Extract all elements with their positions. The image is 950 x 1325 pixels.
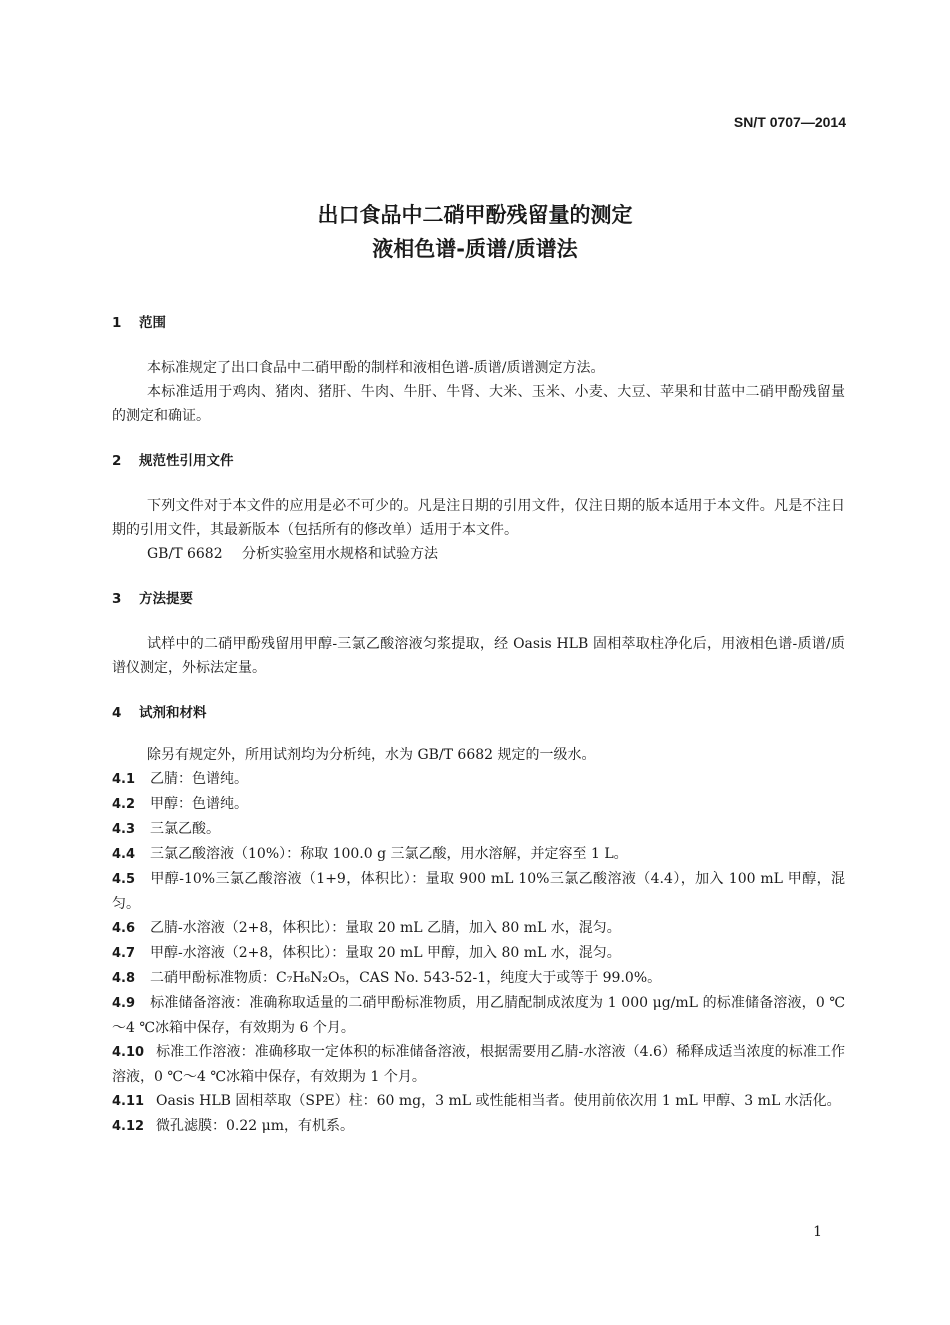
item-text: Oasis HLB 固相萃取（SPE）柱：60 mg，3 mL 或性能相当者。使用前依次用 1 mL 甲醇、3 mL 水活化。 xyxy=(156,1093,841,1109)
section-number: 1 xyxy=(112,315,122,331)
item-text: 标准工作溶液：准确移取一定体积的标准储备溶液，根据需要用乙腈-水溶液（4.6）稀释成适当浓度的标准工作溶液，0 ℃～4 ℃冰箱中保存，有效期为 1 个月。 xyxy=(112,1044,845,1085)
section-title: 试剂和材料 xyxy=(139,705,207,721)
document-title xyxy=(0,198,950,266)
paragraph: 本标准规定了出口食品中二硝甲酚的制样和液相色谱-质谱/质谱测定方法。 xyxy=(147,360,605,376)
title-line-1: 出口食品中二硝甲酚残留量的测定 xyxy=(317,203,633,227)
item-text: 甲醇：色谱纯。 xyxy=(150,796,248,812)
item-number: 4.4 xyxy=(112,847,136,862)
section-number: 2 xyxy=(112,453,122,469)
list-item xyxy=(112,941,845,966)
section-title: 范围 xyxy=(139,315,166,331)
paragraph: 试样中的二硝甲酚残留用甲醇-三氯乙酸溶液匀浆提取，经 Oasis HLB 固相萃取柱净化后，用液相色谱-质谱/质谱仪测定，外标法定量。 xyxy=(112,636,845,676)
section-title: 方法提要 xyxy=(139,591,193,607)
list-item xyxy=(112,1089,845,1114)
reference-entry xyxy=(112,542,845,566)
item-number: 4.12 xyxy=(112,1119,145,1134)
item-number: 4.8 xyxy=(112,971,136,986)
section-heading-reagents xyxy=(112,701,845,725)
item-number: 4.10 xyxy=(112,1045,145,1060)
reference-code: GB/T 6682 xyxy=(147,546,223,562)
item-text: 三氯乙酸溶液（10%）：称取 100.0 g 三氯乙酸，用水溶解，并定容至 1 L。 xyxy=(150,846,628,862)
paragraph: 下列文件对于本文件的应用是必不可少的。凡是注日期的引用文件，仅注日期的版本适用于本文件。凡是不注日期的引用文件，其最新版本（包括所有的修改单）适用于本文件。 xyxy=(112,498,845,538)
section-number: 3 xyxy=(112,591,122,607)
list-item xyxy=(112,1040,845,1089)
list-item xyxy=(112,916,845,941)
item-number: 4.1 xyxy=(112,772,136,787)
section-heading-normative-references xyxy=(112,449,845,473)
item-text: 三氯乙酸。 xyxy=(150,821,220,837)
item-number: 4.6 xyxy=(112,921,136,936)
item-text: 二硝甲酚标准物质：C₇H₆N₂O₅，CAS No. 543-52-1，纯度大于或等于 99.0%。 xyxy=(150,970,662,986)
item-text: 乙腈-水溶液（2+8，体积比）：量取 20 mL 乙腈，加入 80 mL 水，混匀。 xyxy=(150,920,621,936)
item-text: 标准储备溶液：准确称取适量的二硝甲酚标准物质，用乙腈配制成浓度为 1 000 μg/mL 的标准储备溶液，0 ℃～4 ℃冰箱中保存，有效期为 6 个月。 xyxy=(112,995,845,1036)
list-item xyxy=(112,991,845,1040)
list-item xyxy=(112,1114,845,1139)
list-item xyxy=(112,966,845,991)
section-heading-scope xyxy=(112,311,845,335)
standard-number: SN/T 0707—2014 xyxy=(733,114,846,130)
item-text: 甲醇-10%三氯乙酸溶液（1+9，体积比）：量取 900 mL 10%三氯乙酸溶液（4.4），加入 100 mL 甲醇，混匀。 xyxy=(112,871,845,912)
section-number: 4 xyxy=(112,705,122,721)
list-item xyxy=(112,867,845,916)
list-item xyxy=(112,767,845,792)
item-number: 4.11 xyxy=(112,1094,145,1109)
paragraph: 本标准适用于鸡肉、猪肉、猪肝、牛肉、牛肝、牛肾、大米、玉米、小麦、大豆、苹果和甘蓝中二硝甲酚残留量的测定和确证。 xyxy=(112,384,845,424)
item-number: 4.9 xyxy=(112,996,136,1011)
title-line-2: 液相色谱-质谱/质谱法 xyxy=(372,237,578,261)
item-number: 4.3 xyxy=(112,822,136,837)
item-text: 微孔滤膜：0.22 μm，有机系。 xyxy=(156,1118,354,1134)
item-number: 4.2 xyxy=(112,797,136,812)
item-text: 甲醇-水溶液（2+8，体积比）：量取 20 mL 甲醇，加入 80 mL 水，混匀。 xyxy=(150,945,621,961)
list-item xyxy=(112,817,845,842)
reference-title: 分析实验室用水规格和试验方法 xyxy=(242,546,438,562)
section-title: 规范性引用文件 xyxy=(139,453,234,469)
item-number: 4.5 xyxy=(112,872,136,887)
list-item xyxy=(112,792,845,817)
page-number: 1 xyxy=(813,1224,822,1240)
list-item xyxy=(112,842,845,867)
item-text: 乙腈：色谱纯。 xyxy=(150,771,248,787)
section-heading-method-principle xyxy=(112,587,845,611)
item-number: 4.7 xyxy=(112,946,136,961)
document-body xyxy=(112,311,845,1139)
paragraph: 除另有规定外，所用试剂均为分析纯，水为 GB/T 6682 规定的一级水。 xyxy=(147,747,596,763)
